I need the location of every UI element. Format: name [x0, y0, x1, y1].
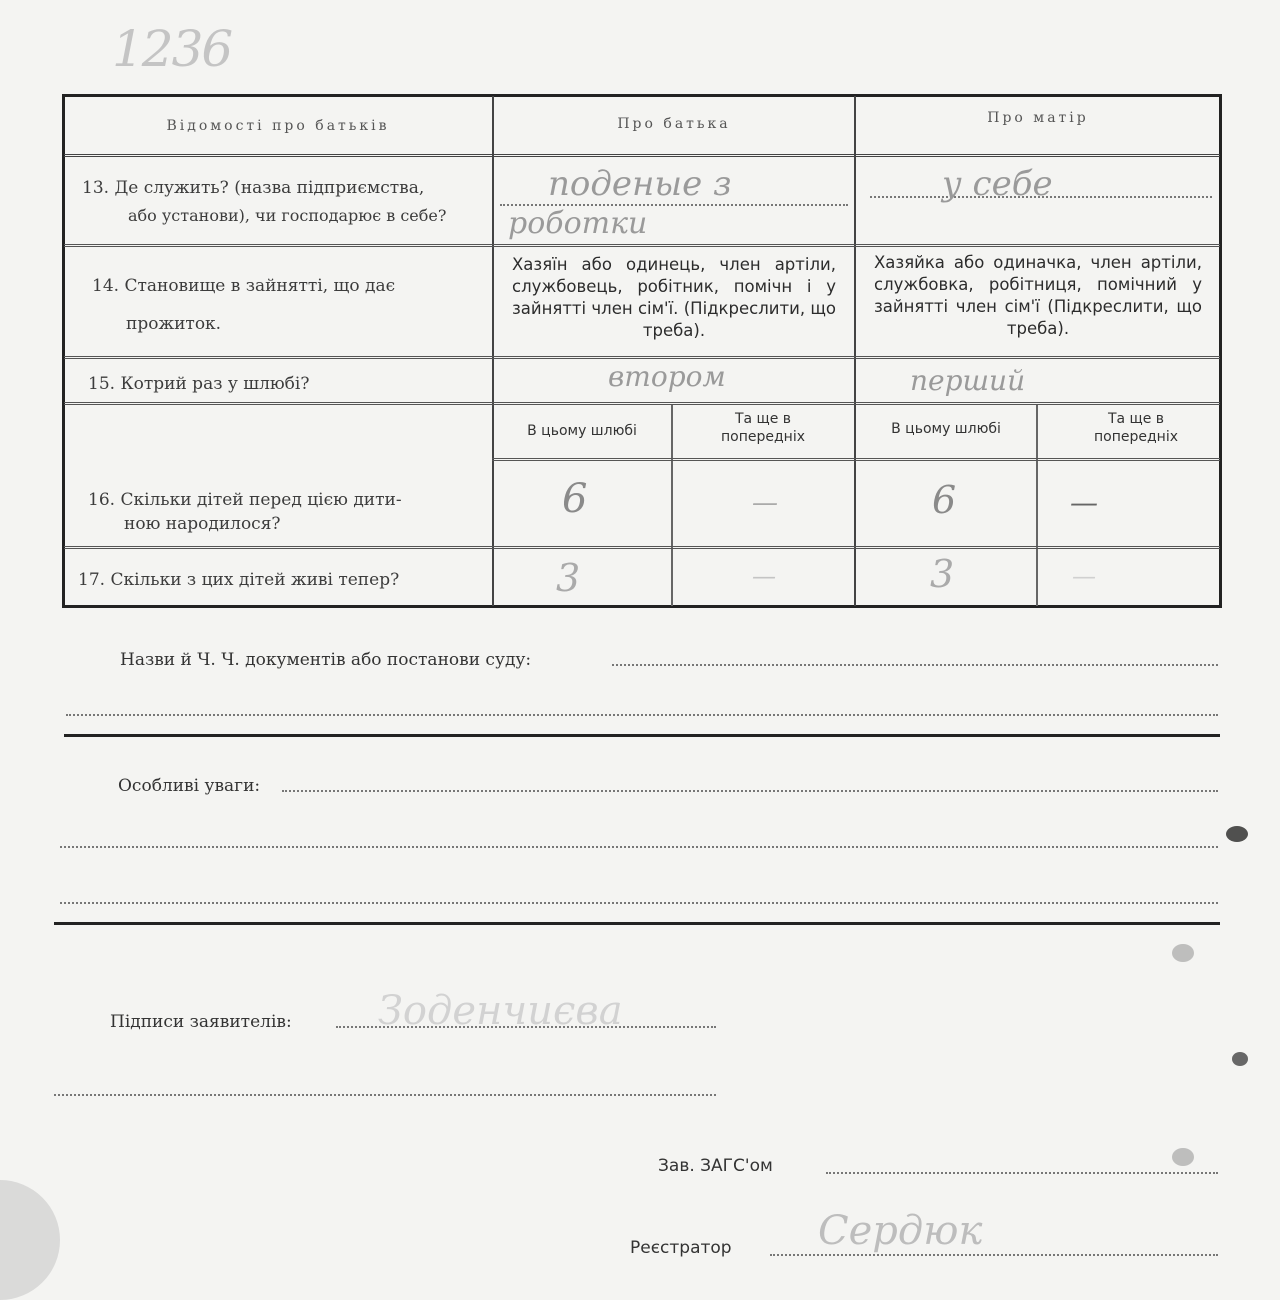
row17-label: 17. Скільки з цих дітей живі тепер? [78, 570, 400, 590]
row13-mother-handwriting: у себе [942, 164, 1053, 204]
row15-father-handwriting: втором [608, 360, 726, 393]
signatures-dotline-2 [54, 1094, 716, 1096]
signatures-handwriting: Зоденчиєва [378, 988, 623, 1034]
row16-father-this: 6 [562, 476, 588, 522]
documents-dotline-1 [612, 664, 1218, 666]
subheader-father-previous: Та ще в попередніх [721, 411, 805, 445]
row16-mother-this: 6 [932, 478, 957, 522]
table-vline-2 [854, 96, 856, 606]
punch-hole-3 [1232, 1052, 1248, 1066]
documents-dotline-2 [66, 714, 1218, 716]
page-number: 1236 [112, 20, 232, 78]
table-hline-1 [64, 154, 1220, 157]
remarks-dotline-1 [282, 790, 1218, 792]
row14-label-line2: прожиток. [126, 314, 222, 334]
zags-head-label: Зав. ЗАГС'ом [658, 1156, 773, 1176]
row14-label-line1: 14. Становище в зайнятті, що дає [92, 276, 396, 296]
separator-1 [64, 734, 1220, 737]
table-vline-1 [492, 96, 494, 606]
table-vline-3 [671, 404, 673, 606]
subheader-father-this-marriage: В цьому шлюбі [527, 423, 637, 439]
row15-label: 15. Котрий раз у шлюбі? [88, 374, 310, 394]
row16-label [88, 488, 488, 536]
signatures-label: Підписи заявителів: [110, 1012, 292, 1032]
punch-hole-4 [1172, 1148, 1194, 1166]
table-hline-4 [64, 402, 1220, 405]
punch-hole-2 [1172, 944, 1194, 962]
punch-hole-1 [1226, 826, 1248, 842]
row13-label-line1: 13. Де служить? (назва підприємства, [82, 178, 425, 198]
table-hline-6 [64, 546, 1220, 549]
page-corner-shadow [0, 1180, 60, 1300]
table-hline-2 [64, 244, 1220, 247]
registrar-dotline [770, 1254, 1218, 1256]
table-hline-5 [492, 458, 1220, 461]
row17-mother-this: 3 [930, 552, 955, 596]
row14-mother-options: Хазяйка або одиначка, член артіли, службовка, робітниця, помічний у зайнятті член сім'ї (Підкреслити, що треба). [874, 253, 1202, 338]
header-mother: Про матір [987, 110, 1089, 126]
remarks-dotline-3 [60, 902, 1218, 904]
remarks-dotline-2 [60, 846, 1218, 848]
row17-father-this: 3 [556, 556, 581, 600]
row16-father-prev: — [752, 488, 778, 518]
row13-label-line2: або установи), чи господарює в себе? [128, 206, 447, 225]
zags-head-dotline [826, 1172, 1218, 1174]
remarks-label: Особливі уваги: [118, 776, 261, 796]
registrar-handwriting: Сердюк [818, 1208, 983, 1254]
subheader-mother-previous: Та ще в попередніх [1094, 411, 1178, 445]
row16-label-line2: ною народилося? [124, 514, 281, 534]
row16-label-line1: 16. Скільки дітей перед цією дити- [88, 490, 402, 510]
row14-label [92, 274, 492, 336]
row13-label [82, 176, 492, 228]
row14-father-options: Хазяїн або одинець, член артіли, службовець, робітник, помічн і у зайнятті член сім'ї. (Підкреслити, що треба). [512, 255, 836, 340]
documents-label: Назви й Ч. Ч. документів або постанови суду: [120, 650, 532, 670]
row17-father-prev: — [752, 562, 776, 590]
subheader-mother-this-marriage: В цьому шлюбі [891, 421, 1001, 437]
row17-mother-prev: — [1072, 562, 1096, 590]
registrar-label: Реєстратор [630, 1238, 732, 1258]
row15-mother-handwriting: перший [910, 364, 1026, 397]
header-parents-info: Відомості про батьків [166, 118, 390, 134]
row13-father-handwriting-2: роботки [508, 206, 648, 241]
row13-father-handwriting-1: поденые з [548, 164, 732, 204]
table-vline-4 [1036, 404, 1038, 606]
row16-mother-prev: — [1070, 486, 1098, 519]
separator-2 [54, 922, 1220, 925]
table-hline-3 [64, 356, 1220, 359]
header-father: Про батька [617, 116, 731, 132]
